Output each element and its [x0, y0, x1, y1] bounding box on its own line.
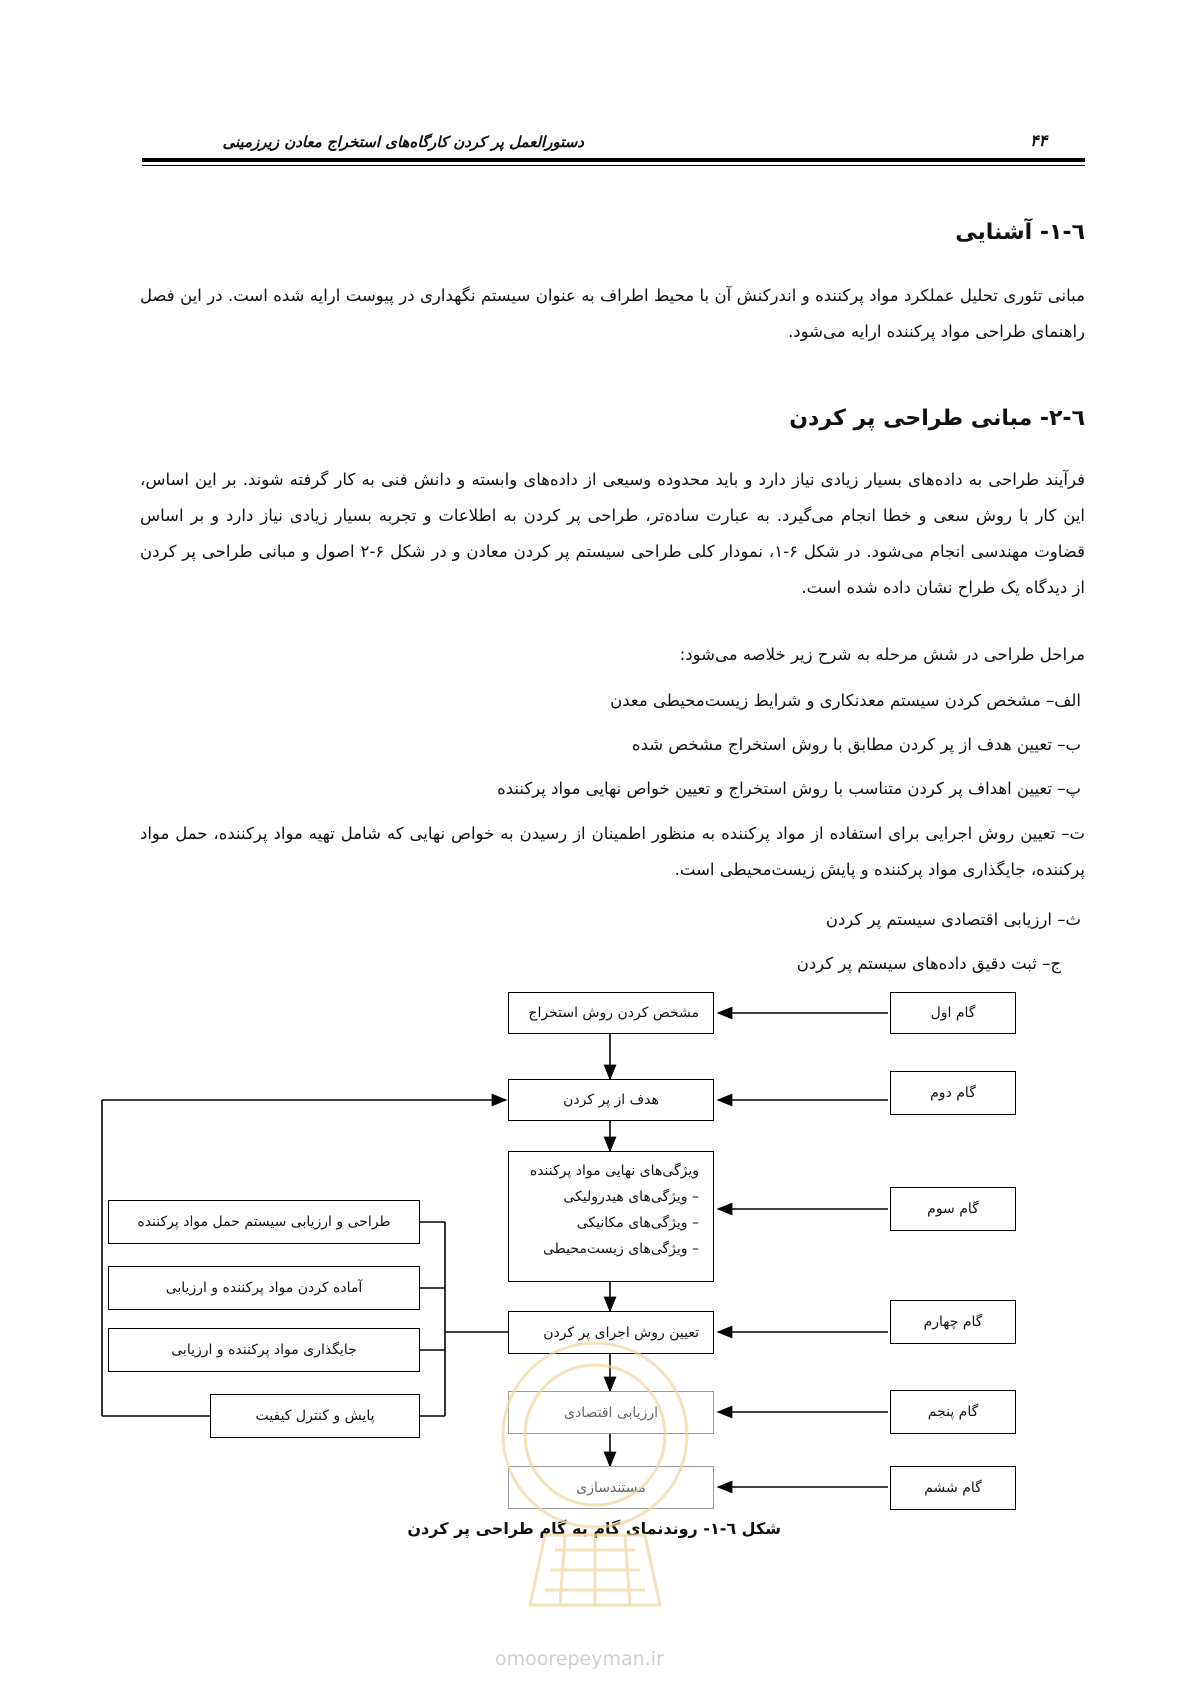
- step-box-6: گام ششم: [890, 1466, 1016, 1510]
- step-box-5: گام پنجم: [890, 1390, 1016, 1434]
- steps-intro: مراحل طراحی در شش مرحله به شرح زیر خلاصه می‌شود:: [679, 645, 1085, 664]
- side-box-placement: جایگذاری مواد پرکننده و ارزیابی: [108, 1328, 420, 1372]
- publisher-seal-watermark: [485, 1335, 705, 1635]
- final-properties-item: – ویژگی‌های زیست‌محیطی: [542, 1241, 699, 1257]
- section-heading-intro: ٦-١- آشنایی: [955, 220, 1085, 245]
- main-box-final-properties: [508, 1151, 714, 1282]
- side-box-monitoring: پایش و کنترل کیفیت: [210, 1394, 420, 1438]
- running-title: دستورالعمل پر کردن کارگاه‌های استخراج معادن زیرزمینی: [222, 133, 584, 151]
- step-item: ب– تعیین هدف از پر کردن مطابق با روش استخراج مشخص شده: [631, 735, 1081, 754]
- main-box-economic-evaluation: ارزیابی اقتصادی: [508, 1391, 714, 1434]
- main-box-execution-method: تعیین روش اجرای پر کردن: [508, 1311, 714, 1354]
- intro-paragraph: مبانی تئوری تحلیل عملکرد مواد پرکننده و اندرکنش آن با محیط اطراف به عنوان سیستم نگهداری در پیوست ارایه شده است. در این فصل راهنمای طراحی مواد پرکننده ارایه می‌شود.: [140, 286, 1085, 341]
- step-item: ث– ارزیابی اقتصادی سیستم پر کردن: [825, 910, 1081, 929]
- design-paragraph: فرآیند طراحی به داده‌های بسیار زیادی نیاز دارد و باید محدوده وسیعی از داده‌های وابسته و دانش فنی به کار گرفته شوند. بر این اساس، این کار با روش سعی و خطا انجام می‌گیرد. به عبارت ساده‌تر، طراحی پر کردن به اطلاعات و تجربه بسیار زیادی نیاز دارد و بر اساس قضاوت مهندسی انجام می‌شود. در شکل ۶-۱، نمودار کلی طراحی سیستم پر کردن معادن و در شکل ۶-۲ اصول و مبانی طراحی پر کردن از دیدگاه یک طراح نشان داده شده است.: [140, 470, 1085, 597]
- step-box-2: گام دوم: [890, 1071, 1016, 1115]
- step-item: ج– ثبت دقیق داده‌های سیستم پر کردن: [796, 954, 1061, 973]
- step-item: الف– مشخص کردن سیستم معدنکاری و شرایط زیست‌محیطی معدن: [610, 691, 1081, 710]
- watermark-site: omoorepeyman.ir: [495, 1648, 664, 1670]
- side-box-transport: طراحی و ارزیابی سیستم حمل مواد پرکننده: [108, 1200, 420, 1244]
- figure-caption-label: شکل ٦-١: [709, 1519, 781, 1538]
- step-box-3: گام سوم: [890, 1187, 1016, 1231]
- final-properties-item: – ویژگی‌های هیدرولیکی: [563, 1189, 699, 1205]
- main-box-documentation: مستندسازی: [508, 1466, 714, 1509]
- page-number: ۴۴: [1030, 131, 1048, 150]
- section-heading-design: ٦-٢- مبانی طراحی پر کردن: [789, 406, 1085, 431]
- step-item: پ– تعیین اهداف پر کردن متناسب با روش استخراج و تعیین خواص نهایی مواد پرکننده: [497, 779, 1081, 798]
- final-properties-item: – ویژگی‌های مکانیکی: [576, 1215, 699, 1231]
- main-box-extraction-method: مشخص کردن روش استخراج: [508, 992, 714, 1034]
- side-box-preparation: آماده کردن مواد پرکننده و ارزیابی: [108, 1266, 420, 1310]
- final-properties-title: ویژگی‌های نهایی مواد پرکننده: [529, 1163, 699, 1179]
- step-box-1: گام اول: [890, 992, 1016, 1034]
- main-box-fill-purpose: هدف از پر کردن: [508, 1079, 714, 1121]
- step-item: ت– تعیین روش اجرایی برای استفاده از مواد پرکننده به منظور اطمینان از رسیدن به خواص نهایی که شامل تهیه مواد پرکننده، حمل مواد پرکننده، جایگذاری مواد پرکننده و پایش زیست‌محیطی است.: [140, 824, 1085, 879]
- figure-caption-text: - روندنمای گام به گام طراحی پر کردن: [407, 1519, 710, 1538]
- step-box-4: گام چهارم: [890, 1300, 1016, 1344]
